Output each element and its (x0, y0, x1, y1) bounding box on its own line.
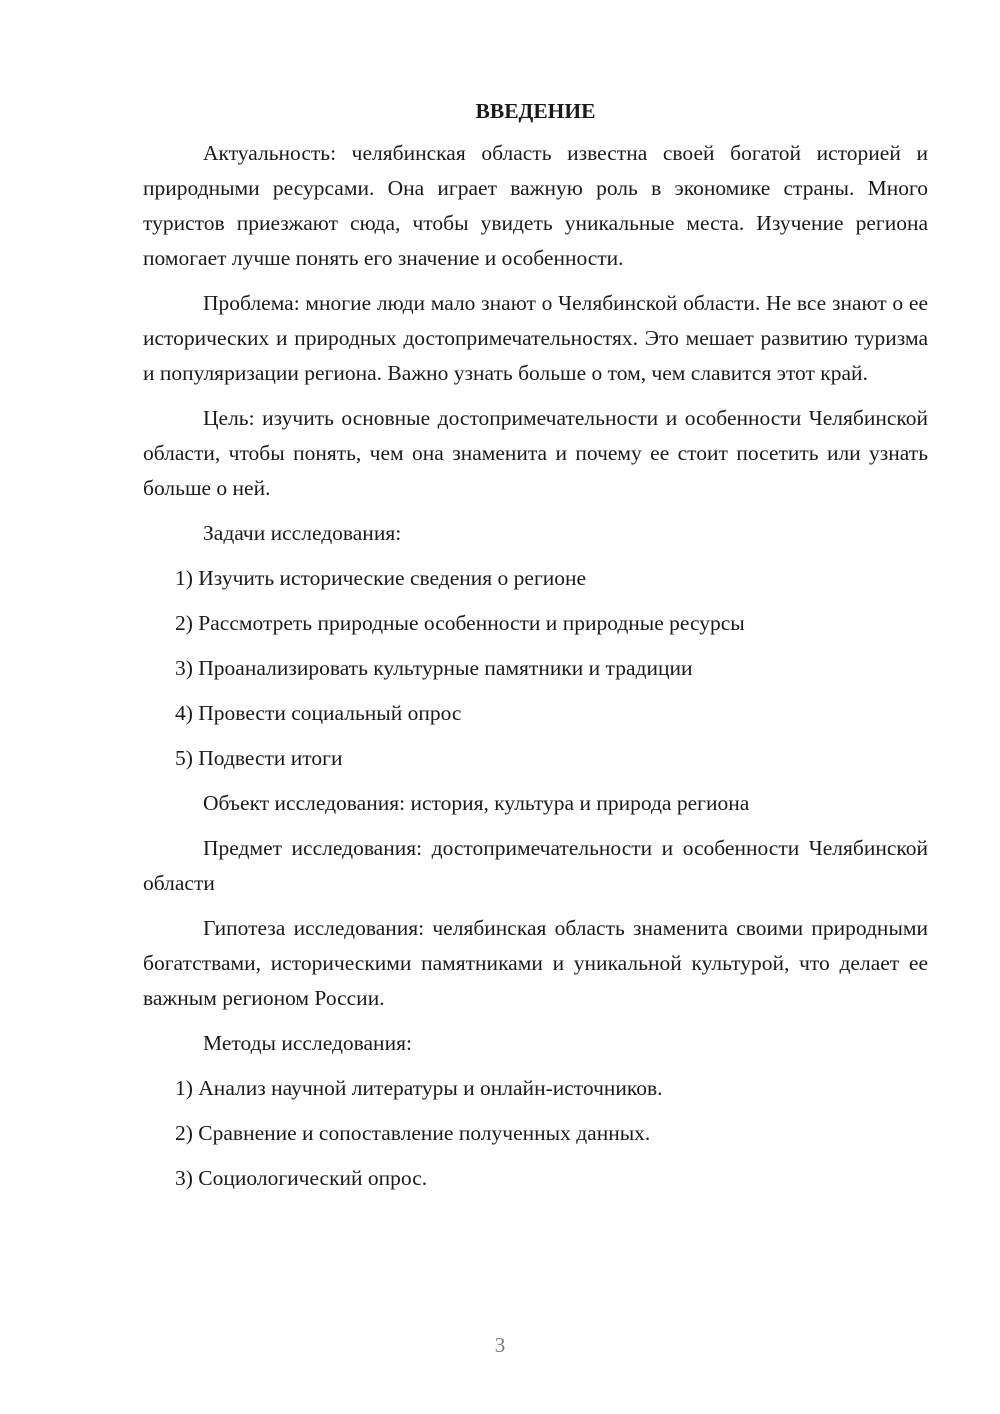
tasks-heading: Задачи исследования: (203, 521, 402, 545)
tasks-list (143, 561, 928, 776)
list-item: 2) Рассмотреть природные особенности и природные ресурсы (175, 611, 745, 635)
list-item: 3) Социологический опрос. (175, 1166, 428, 1190)
list-item: 1) Изучить исторические сведения о регионе (175, 566, 587, 590)
page-title: ВВЕДЕНИЕ (475, 99, 596, 123)
subject-paragraph: Предмет исследования: достопримечательности и особенности Челябинской области (143, 836, 928, 895)
list-item: 1) Анализ научной литературы и онлайн-источников. (175, 1076, 663, 1100)
list-item: 2) Сравнение и сопоставление полученных данных. (175, 1121, 651, 1145)
list-item: 3) Проанализировать культурные памятники и традиции (175, 656, 693, 680)
methods-list (143, 1071, 928, 1196)
object-paragraph: Объект исследования: история, культура и природа региона (203, 791, 750, 815)
hypothesis-paragraph: Гипотеза исследования: челябинская область знаменита своими природными богатствами, историческими памятниками и уникальной культурой, что делает ее важным регионом России. (143, 916, 928, 1010)
list-item: 4) Провести социальный опрос (175, 701, 462, 725)
relevance-paragraph: Актуальность: челябинская область известна своей богатой историей и природными ресурсами. Она играет важную роль в экономике страны. Много туристов приезжают сюда, чтобы увидеть уникальные места. Изучение региона помогает лучше понять его значение и особенности. (143, 141, 928, 270)
list-item: 5) Подвести итоги (175, 746, 343, 770)
goal-paragraph: Цель: изучить основные достопримечательности и особенности Челябинской области, чтобы понять, чем она знаменита и почему ее стоит посетить или узнать больше о ней. (143, 406, 928, 500)
methods-heading: Методы исследования: (203, 1031, 412, 1055)
problem-paragraph: Проблема: многие люди мало знают о Челябинской области. Не все знают о ее исторических и природных достопримечательностях. Это мешает развитию туризма и популяризации региона. Важно узнать больше о том, чем славится этот край. (143, 291, 928, 385)
page-number: 3 (494, 1333, 506, 1357)
document-page (143, 95, 928, 1206)
